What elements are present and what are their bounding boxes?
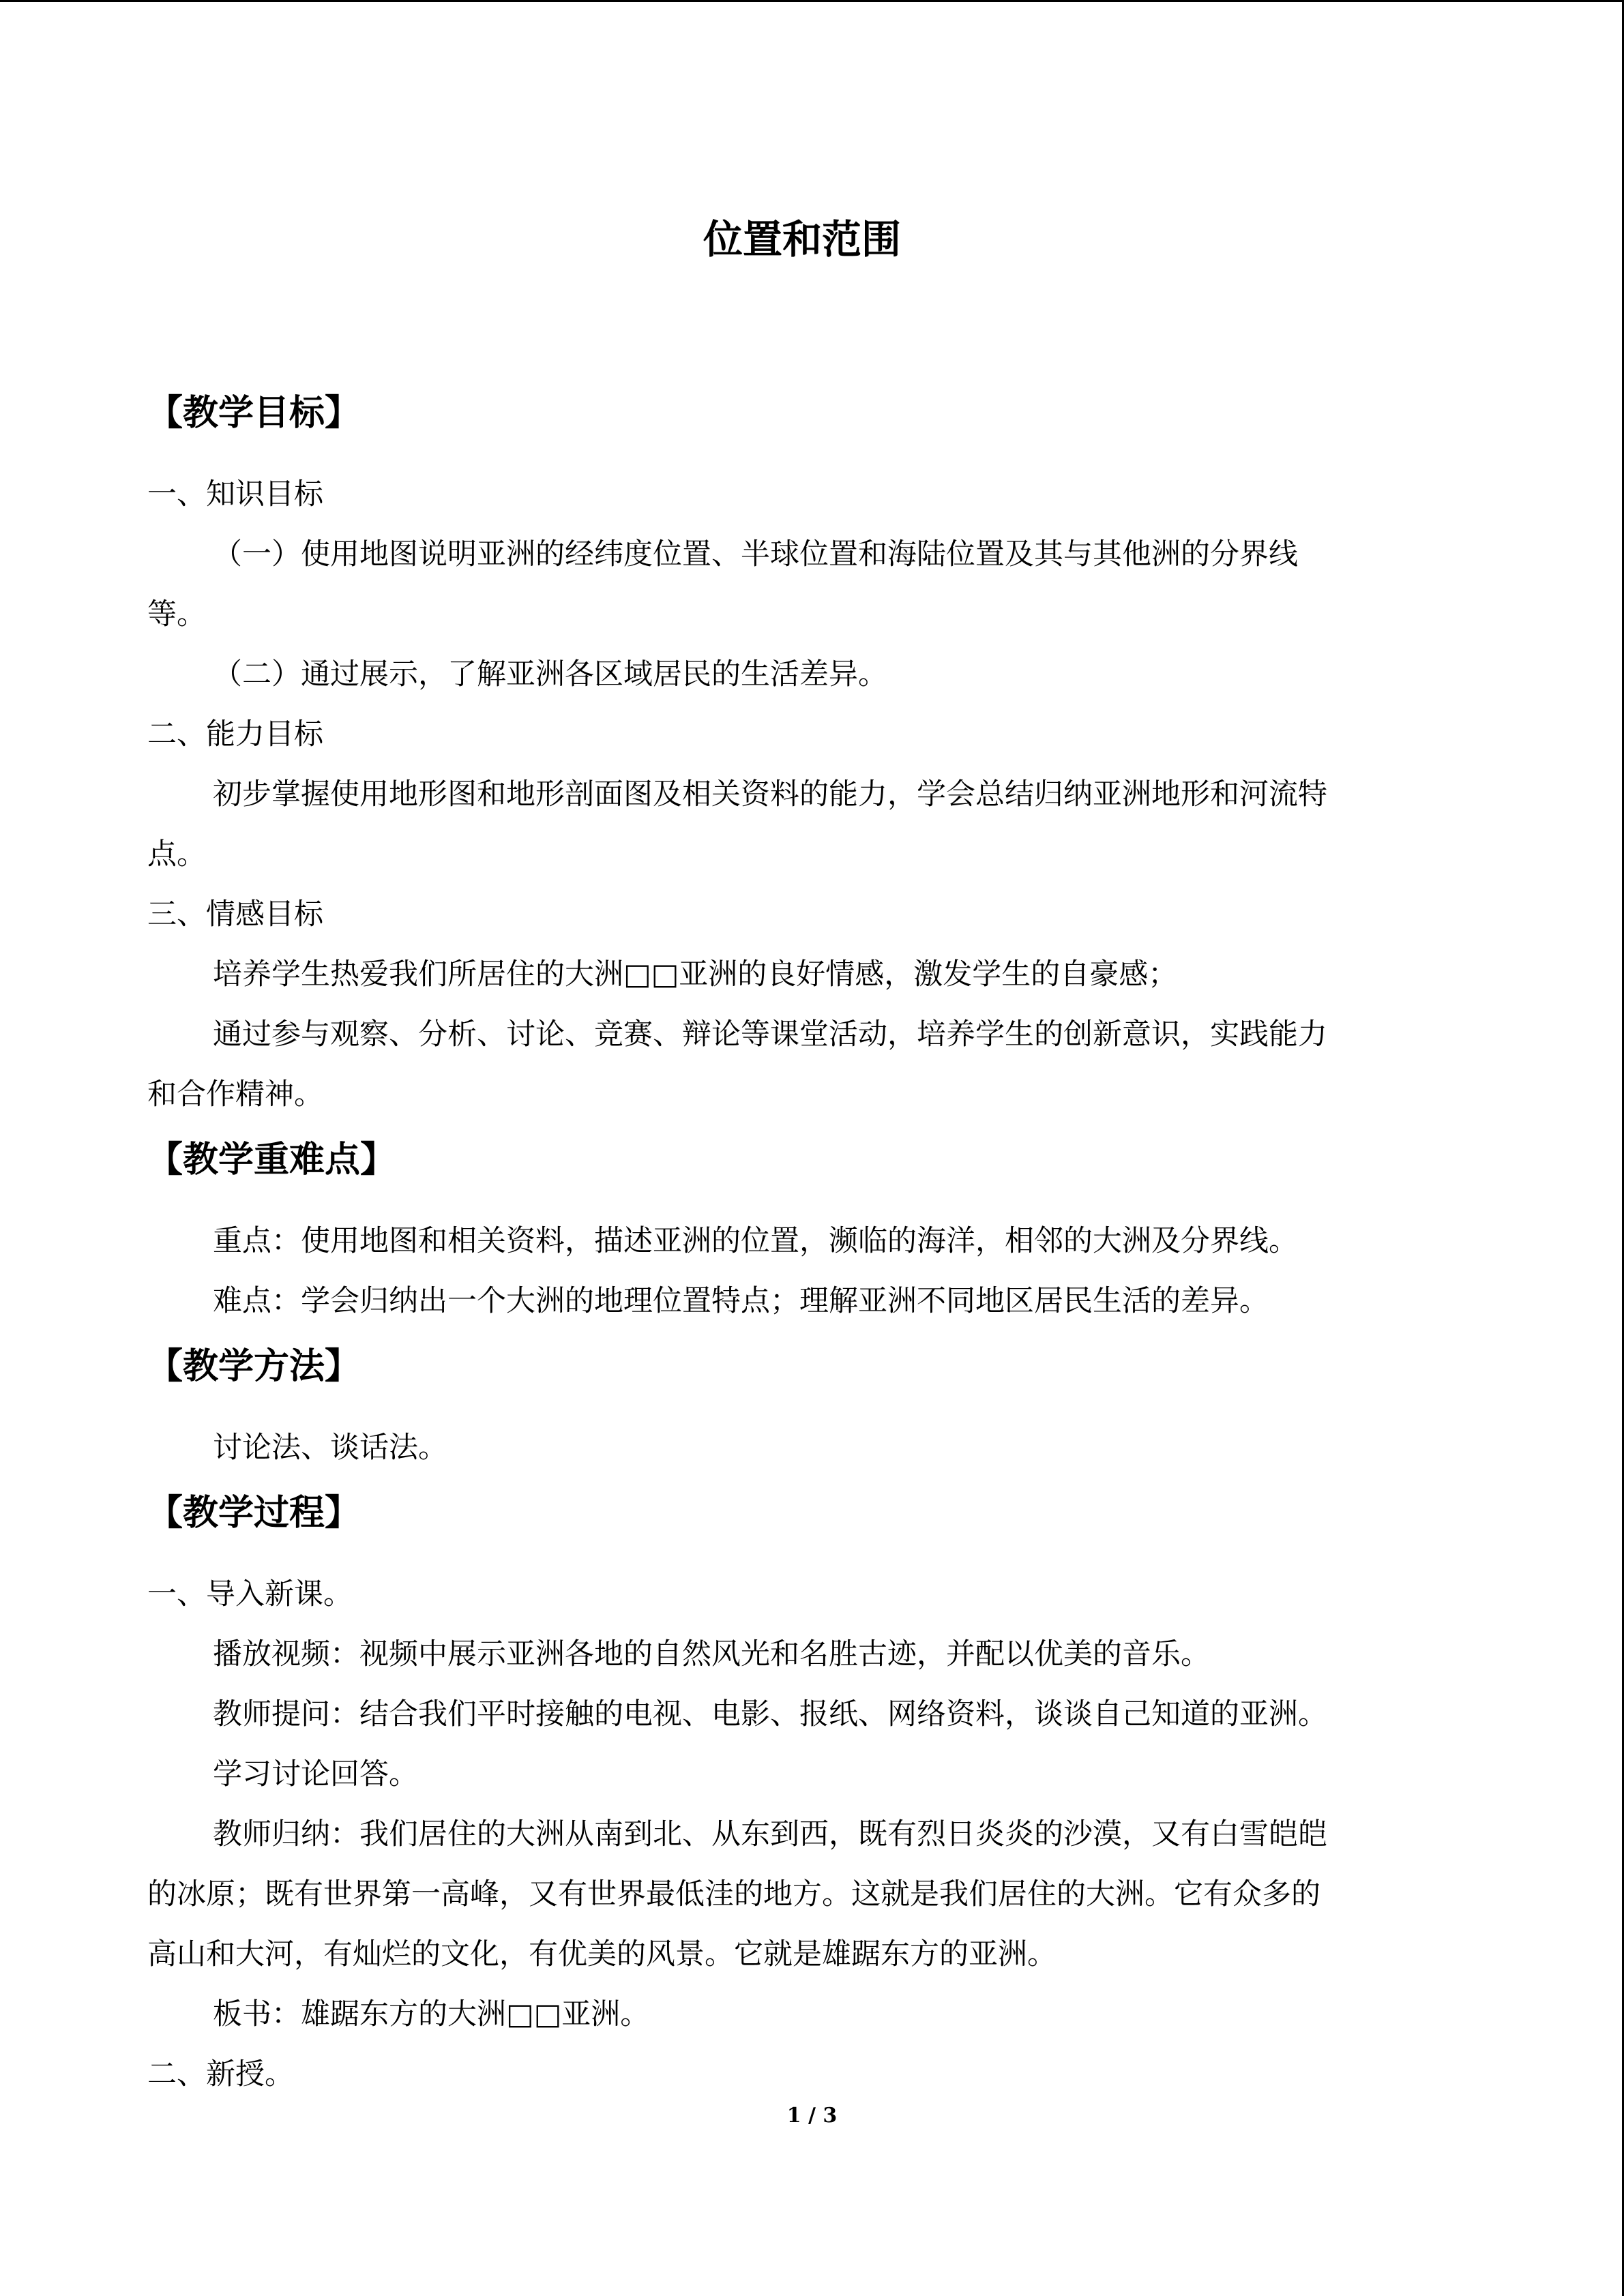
ability-text-line-2: 点。: [147, 837, 206, 871]
process-step-1-label: 一、导入新课。: [147, 1577, 353, 1611]
methods-heading: 【教学方法】: [147, 1346, 361, 1387]
process-summary-line-2: 的冰原；既有世界第一高峰，又有世界最低洼的地方。这就是我们居住的大洲。它有众多的: [147, 1877, 1320, 1911]
key-point-text: 重点：使用地图和相关资料，描述亚洲的位置，濒临的海洋，相邻的大洲及分界线。: [213, 1224, 1298, 1258]
emotion-text-line-3: 和合作精神。: [147, 1077, 323, 1112]
objectives-heading: 【教学目标】: [147, 393, 361, 434]
knowledge-item-1-line-2: 等。: [147, 597, 206, 631]
emotion-text-line-2: 通过参与观察、分析、讨论、竞赛、辩论等课堂活动，培养学生的创新意识，实践能力: [213, 1017, 1327, 1052]
difficulty-text: 难点：学会归纳出一个大洲的地理位置特点；理解亚洲不同地区居民生活的差异。: [213, 1284, 1269, 1318]
emotion-text-line-1: 培养学生热爱我们所居住的大洲□□亚洲的良好情感，激发学生的自豪感；: [213, 957, 1178, 992]
process-summary-line-1: 教师归纳：我们居住的大洲从南到北、从东到西，既有烈日炎炎的沙漠，又有白雪皑皑: [213, 1817, 1327, 1851]
process-question-text: 教师提问：结合我们平时接触的电视、电影、报纸、网络资料，谈谈自己知道的亚洲。: [213, 1697, 1327, 1731]
process-video-text: 播放视频：视频中展示亚洲各地的自然风光和名胜古迹，并配以优美的音乐。: [213, 1637, 1210, 1671]
process-heading: 【教学过程】: [147, 1493, 361, 1534]
methods-text: 讨论法、谈话法。: [213, 1431, 447, 1465]
ability-objective-label: 二、能力目标: [147, 717, 323, 751]
knowledge-item-1-line-1: （一）使用地图说明亚洲的经纬度位置、半球位置和海陆位置及其与其他洲的分界线: [213, 537, 1298, 571]
key-points-heading: 【教学重难点】: [147, 1139, 396, 1180]
page-number: 1 / 3: [786, 2104, 838, 2128]
process-step-2-label: 二、新授。: [147, 2057, 294, 2091]
process-summary-line-3: 高山和大河，有灿烂的文化，有优美的风景。它就是雄踞东方的亚洲。: [147, 1937, 1057, 1971]
process-discussion-text: 学习讨论回答。: [213, 1757, 418, 1791]
knowledge-objective-label: 一、知识目标: [147, 477, 323, 511]
emotion-objective-label: 三、情感目标: [147, 897, 323, 931]
ability-text-line-1: 初步掌握使用地形图和地形剖面图及相关资料的能力，学会总结归纳亚洲地形和河流特: [213, 777, 1327, 811]
page-top-border: [0, 0, 1624, 2]
process-board-text: 板书：雄踞东方的大洲□□亚洲。: [213, 1997, 650, 2031]
knowledge-item-2: （二）通过展示，了解亚洲各区域居民的生活差异。: [213, 657, 887, 691]
document-title: 位置和范围: [703, 216, 901, 263]
